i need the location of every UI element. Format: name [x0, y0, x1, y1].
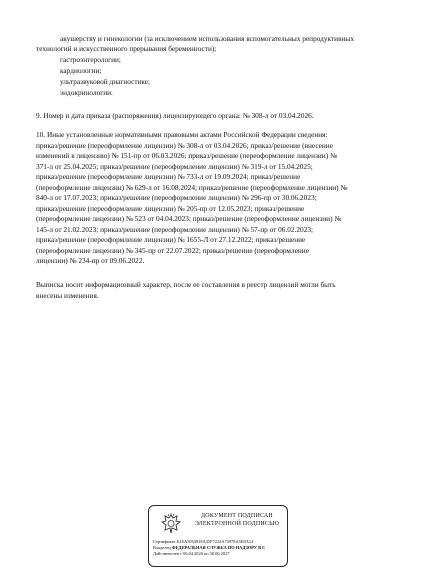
electronic-signature-stamp	[148, 505, 288, 567]
other-info-paragraph	[36, 130, 408, 267]
paragraph-line: приказ/решение (переоформление лицензии) № 1655-Л от 27.12.2022; приказ/решение	[36, 235, 306, 244]
license-order-number: 9. Номер и дата приказа (распоряжения) лицензирующего органа: № 308-л от 03.04.2026.	[36, 111, 314, 120]
list-line: эндокринологии.	[60, 88, 113, 97]
paragraph-line: лицензии) № 234-пр от 09.06.2022.	[36, 256, 145, 265]
paragraph-line: (переоформление лицензии) № 523 от 04.04.2023; приказ/решение (переоформление лицензии) №	[36, 214, 342, 223]
stamp-title-line: ЭЛЕКТРОННОЙ ПОДПИСЬЮ	[194, 520, 280, 527]
stamp-details	[153, 539, 287, 558]
coat-of-arms-icon	[159, 512, 183, 536]
certificate-label: Сертификат	[153, 539, 176, 544]
paragraph-line: 145-л от 21.02.2023; приказ/решение (переоформление лицензии) № 57-пр от 06.02.2023;	[36, 224, 314, 234]
paragraph-line: приказ/решение (переоформление лицензии) № 308-л от 03.04.2026; приказ/решение (внесение	[36, 140, 333, 150]
paragraph-line: 10. Иные установленные нормативными правовыми актами Российской Федерации сведения:	[36, 130, 328, 139]
paragraph-line: (переоформление лицензии) № 345-пр от 22.07.2022; приказ/решение (переоформление	[36, 245, 309, 255]
list-line: ультразвуковой диагностике;	[60, 77, 151, 86]
disclaimer-paragraph	[36, 280, 408, 301]
list-line: кардиологии;	[60, 66, 102, 75]
stamp-title-line: ДОКУМЕНТ ПОДПИСАН	[201, 513, 273, 519]
paragraph-line: (переоформление лицензии) № 629-л от 16.08.2024; приказ/решение (переоформление лицензии) №	[36, 182, 348, 192]
owner-value: ФЕДЕРАЛЬНАЯ СЛУЖБА ПО НАДЗОРУ В С	[171, 545, 266, 551]
paragraph-line: приказ/решение (переоформление лицензии) № 205-пр от 12.05.2023; приказ/решение	[36, 203, 305, 213]
paragraph-line: 840-л от 17.07.2023; приказ/решение (переоформление лицензии) № 296-пр от 30.06.2023;	[36, 193, 317, 202]
stamp-title	[187, 513, 287, 528]
paragraph-line: Выписка носит информационный характер, после ее составления в реестр лицензий могли быть	[36, 280, 336, 289]
owner-label: Владелец	[153, 545, 171, 551]
list-line: гастроэнтерологии;	[60, 55, 121, 64]
paragraph-line: внесены изменения.	[36, 290, 99, 300]
validity-row: Действителен с 06.04.2026 по 30.06.2027	[153, 551, 230, 557]
paragraph-line: изменений в лицензию) № 151-пр от 06.03.2026; приказ/решение (переоформление лицензии) №	[36, 151, 337, 160]
list-line: акушерству и гинекологии (за исключением использования вспомогательных репродуктивных	[60, 34, 354, 43]
list-line: технологий и искусственного прерывания беременности);	[36, 44, 217, 53]
paragraph-line: приказ/решение (переоформление лицензии) № 733-л от 19.09.2024; приказ/решение	[36, 172, 301, 181]
certificate-value: E2EA5954818A35F7222A72978A5E0A12	[176, 539, 254, 544]
paragraph-line: 371-л от 25.04.2025; приказ/решение (переоформление лицензии) № 319-л от 15.04.2025;	[36, 161, 313, 171]
